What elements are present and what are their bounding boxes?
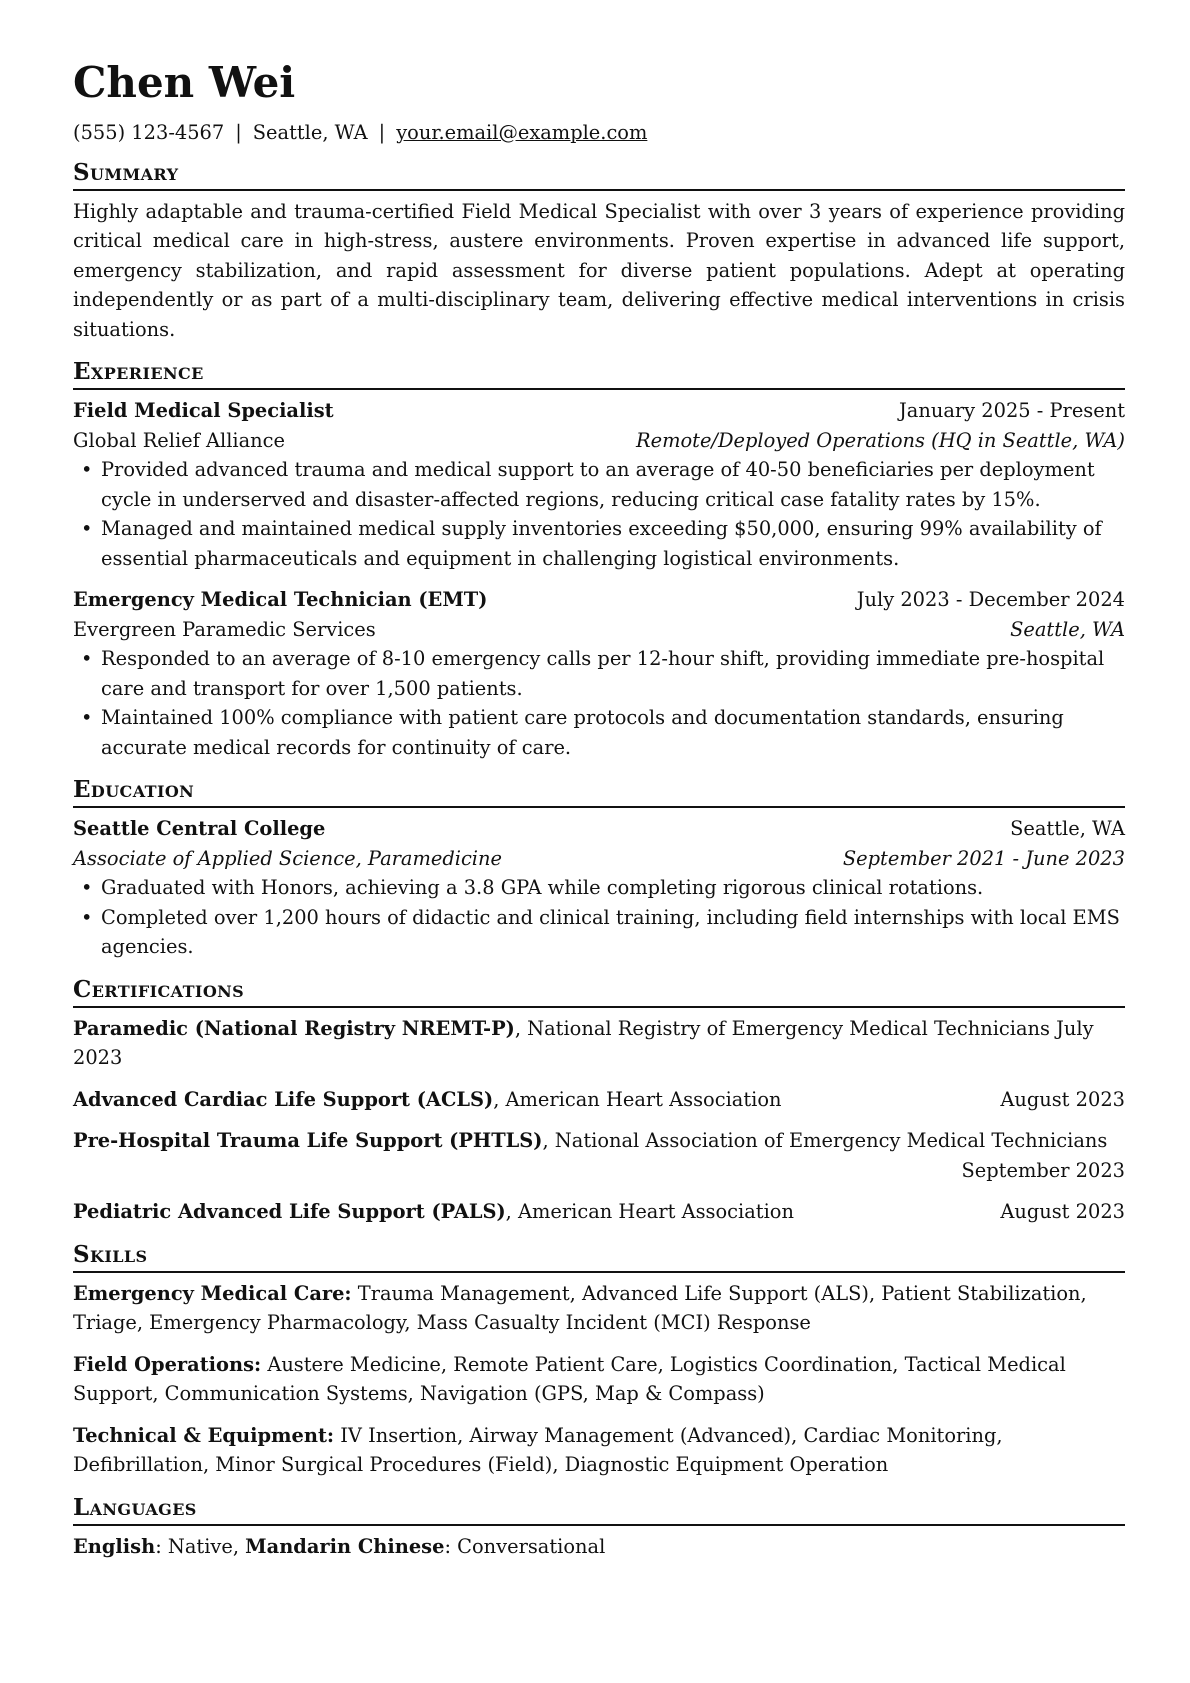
certification-name: Advanced Cardiac Life Support (ACLS) — [73, 1087, 494, 1111]
certification-name: Paramedic (National Registry NREMT-P) — [73, 1016, 515, 1040]
summary-section — [73, 159, 1125, 345]
job-organization: Evergreen Paramedic Services — [73, 617, 376, 641]
section-title-summary: Summary — [73, 159, 1125, 191]
skill-group-items: Trauma Management, Advanced Life Support (ALS), Patient Stabilization, Triage, Emergency Pharmacology, Mass Casualty Incident (MCI) Response — [73, 1281, 1087, 1334]
section-title-certifications: Certifications — [73, 976, 1125, 1008]
certification-date: August 2023 — [1000, 1087, 1125, 1111]
certification-item: Paramedic (National Registry NREMT-P), National Registry of Emergency Medical Technicians July 2023 — [73, 1016, 1094, 1069]
section-title-skills: Skills — [73, 1241, 1125, 1273]
job-title: Emergency Medical Technician (EMT) — [73, 588, 488, 611]
section-title-experience: Experience — [73, 358, 1125, 390]
skill-group-label: Emergency Medical Care: — [73, 1281, 352, 1305]
candidate-name: Chen Wei — [73, 58, 296, 107]
job-entry — [73, 585, 1125, 762]
certification-item: Pre-Hospital Trauma Life Support (PHTLS), National Association of Emergency Medical Technicians September 2023 — [73, 1126, 1125, 1185]
skill-group-label: Technical & Equipment: — [73, 1423, 335, 1447]
certification-name: Pediatric Advanced Life Support (PALS) — [73, 1200, 506, 1223]
languages-section — [73, 1494, 1125, 1562]
language-name: Mandarin Chinese — [245, 1534, 445, 1558]
summary-text: Highly adaptable and trauma-certified Field Medical Specialist with over 3 years of experience providing critical medical care in high-stress, austere environments. Proven expertise in advanced life support, emergency stabilization, and rapid assessment for diverse patient populations. Adept at operating independently or as part of a multi-disciplinary team, delivering effective medical interventions in crisis situations. — [73, 199, 1125, 341]
education-dates: September 2021 - June 2023 — [842, 846, 1125, 870]
certification-date: August 2023 — [1000, 1200, 1125, 1223]
skill-group-items: IV Insertion, Airway Management (Advanced), Cardiac Monitoring, Defibrillation, Minor Surgical Procedures (Field), Diagnostic Equipment Operation — [73, 1423, 1003, 1476]
skill-group — [73, 1350, 1125, 1409]
job-dates: January 2025 - Present — [899, 399, 1125, 422]
certification-item: Advanced Cardiac Life Support (ACLS), American Heart Association August 2023 — [73, 1085, 1125, 1115]
education-bullet: • Completed over 1,200 hours of didactic and clinical training, including field internships with local EMS agencies. — [73, 903, 1125, 962]
section-title-education: Education — [73, 776, 1125, 808]
certification-issuer: American Heart Association — [518, 1200, 794, 1223]
language-level: Conversational — [457, 1534, 606, 1558]
school-name: Seattle Central College — [73, 817, 326, 840]
job-entry — [73, 396, 1125, 573]
skill-group — [73, 1421, 1125, 1480]
contact-line — [73, 118, 1125, 148]
job-bullet: • Maintained 100% compliance with patient care protocols and documentation standards, ensuring accurate medical records for continuity of care. — [73, 703, 1125, 762]
job-location: Seattle, WA — [1010, 617, 1125, 641]
job-location: Remote/Deployed Operations (HQ in Seattle, WA) — [636, 428, 1125, 452]
certification-issuer: American Heart Association — [505, 1087, 782, 1111]
section-title-languages: Languages — [73, 1494, 1125, 1526]
job-title: Field Medical Specialist — [73, 399, 334, 422]
skill-group-items: Austere Medicine, Remote Patient Care, Logistics Coordination, Tactical Medical Support, Communication Systems, Navigation (GPS, Map & Compass) — [73, 1352, 1066, 1405]
job-bullet: • Responded to an average of 8-10 emergency calls per 12-hour shift, providing immediate pre-hospital care and transport for over 1,500 patients. — [73, 644, 1125, 703]
certification-item: Pediatric Advanced Life Support (PALS), American Heart Association August 2023 — [73, 1197, 1125, 1227]
certifications-section — [73, 976, 1125, 1227]
contact-separator: | — [378, 121, 386, 144]
school-location: Seattle, WA — [1010, 817, 1125, 840]
certification-issuer: National Association of Emergency Medical Technicians — [554, 1129, 1108, 1152]
education-section — [73, 776, 1125, 962]
job-organization: Global Relief Alliance — [73, 428, 285, 452]
contact-separator: | — [235, 121, 242, 144]
education-bullet: • Graduated with Honors, achieving a 3.8 GPA while completing rigorous clinical rotations. — [73, 873, 1125, 903]
phone-number: (555) 123-4567 — [73, 121, 225, 144]
job-bullet: • Provided advanced trauma and medical support to an average of 40-50 beneficiaries per deployment cycle in underserved and disaster-affected regions, reducing critical case fatality rates by 15%. — [73, 455, 1125, 514]
job-bullet: • Managed and maintained medical supply inventories exceeding $50,000, ensuring 99% availability of essential pharmaceuticals and equipment in challenging logistical environments. — [73, 514, 1125, 573]
skills-section — [73, 1241, 1125, 1480]
certification-date: July 2023 — [73, 1016, 1094, 1069]
skill-group-label: Field Operations: — [73, 1352, 262, 1376]
skill-group — [73, 1279, 1125, 1338]
certification-name: Pre-Hospital Trauma Life Support (PHTLS) — [73, 1129, 543, 1152]
email-link[interactable]: your.email@example.com — [396, 121, 648, 144]
job-dates: July 2023 - December 2024 — [856, 588, 1125, 611]
degree-name: Associate of Applied Science, Paramedicine — [73, 846, 502, 870]
experience-section — [73, 358, 1125, 762]
language-name: English — [73, 1534, 156, 1558]
certification-issuer: National Registry of Emergency Medical Technicians — [527, 1016, 1050, 1040]
location-text: Seattle, WA — [252, 121, 368, 144]
resume-content — [73, 58, 1125, 1561]
certification-date: September 2023 — [961, 1158, 1125, 1182]
language-level: Native — [167, 1534, 233, 1558]
languages-line: English: Native, Mandarin Chinese: Conversational — [73, 1534, 606, 1558]
